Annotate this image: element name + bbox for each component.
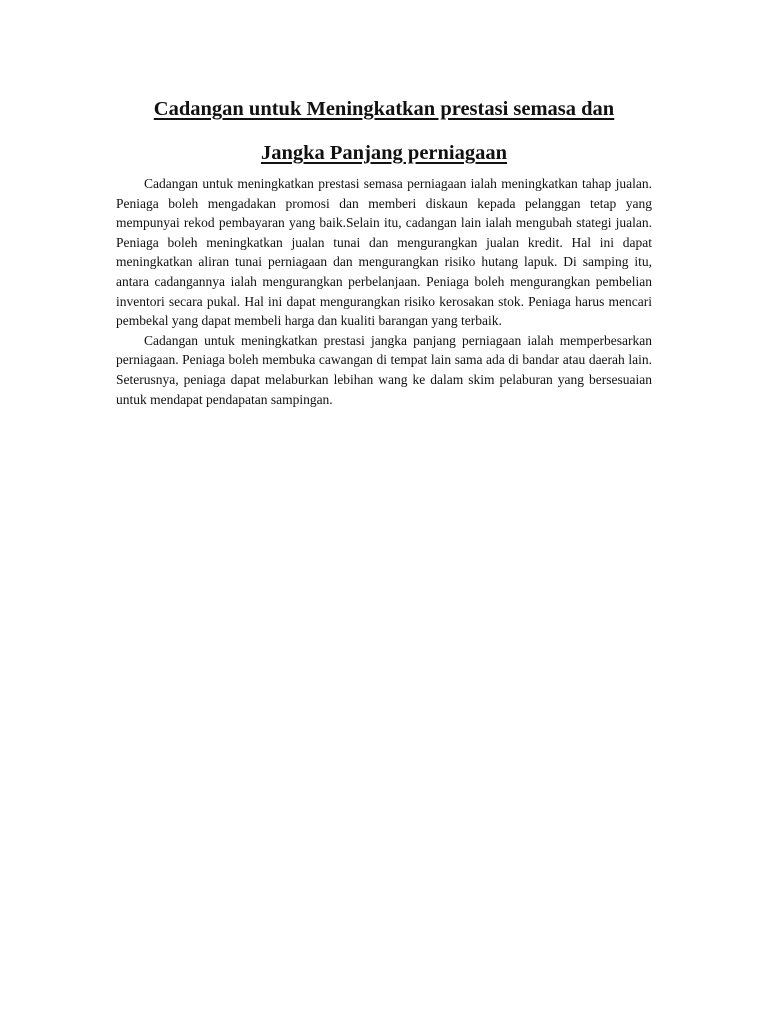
paragraph-current-performance: Cadangan untuk meningkatkan prestasi semasa perniagaan ialah meningkatkan tahap jualan. Peniaga boleh mengadakan promosi dan memberi diskaun kepada pelanggan tetap yang mempunyai rekod pembayaran yang baik.Selain itu, cadangan lain ialah mengubah stategi jualan. Peniaga boleh meningkatkan jualan tunai dan mengurangkan jualan kredit. Hal ini dapat meningkatkan aliran tunai perniagaan dan mengurangkan risiko hutang lapuk. Di samping itu, antara cadangannya ialah mengurangkan perbelanjaan. Peniaga boleh mengurangkan pembelian inventori secara pukal. Hal ini dapat mengurangkan risiko kerosakan stok. Peniaga harus mencari pembekal yang dapat membeli harga dan kualiti barangan yang terbaik. <box>116 176 652 329</box>
paragraph-long-term-performance: Cadangan untuk meningkatkan prestasi jangka panjang perniagaan ialah memperbesarkan perniagaan. Peniaga boleh membuka cawangan di tempat lain sama ada di bandar atau daerah lain. Seterusnya, peniaga dapat melaburkan lebihan wang ke dalam skim pelaburan yang bersesuaian untuk mendapat pendapatan sampingan. <box>116 332 652 407</box>
document-title-line-1 <box>116 97 652 121</box>
document-title-line-2 <box>116 141 652 165</box>
title-text-2: Jangka Panjang perniagaan <box>260 142 508 164</box>
title-text-1: Cadangan untuk Meningkatkan prestasi semasa dan <box>153 98 615 120</box>
document-body <box>116 97 652 409</box>
